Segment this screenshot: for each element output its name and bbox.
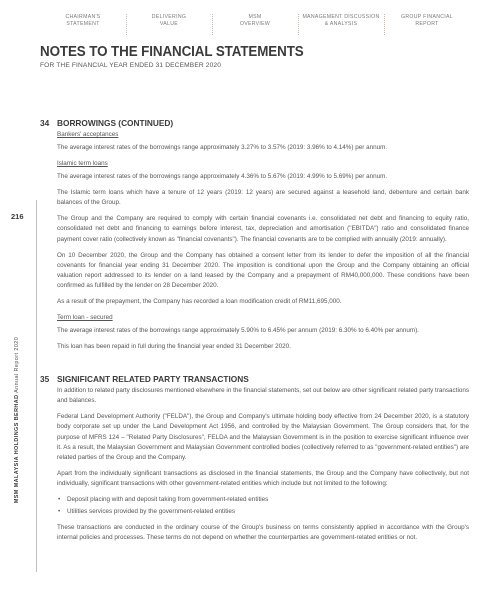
tab-label: CHAIRMAN'S	[65, 14, 101, 20]
tab-delivering-value[interactable]	[126, 14, 212, 36]
paragraph: This loan has been repaid in full during the financial year ended 31 December 2020.	[57, 343, 291, 351]
tab-group-financial-report[interactable]	[384, 14, 470, 36]
side-running-header	[14, 337, 20, 503]
tab-label: VALUE	[159, 20, 179, 27]
subheading-term-loan-secured: Term loan - secured	[57, 314, 113, 322]
tab-label: OVERVIEW	[239, 20, 271, 27]
tab-label: STATEMENT	[66, 20, 100, 27]
tab-label: GROUP FINANCIAL	[401, 14, 453, 20]
paragraph: Apart from the individually significant transactions as disclosed in the financial statements, the Group and the Company have collectively, but not individually, significant transactions with other government-related entities which include but not limited to the following:	[57, 470, 469, 488]
tab-label: MANAGEMENT DISCUSSION	[302, 14, 380, 20]
tab-label: DELIVERING	[151, 14, 187, 20]
section-35-body	[57, 386, 469, 549]
tab-label: REPORT	[415, 20, 439, 27]
company-name: MSM MALAYSIA HOLDINGS BERHAD	[14, 394, 20, 504]
top-navigation	[40, 14, 470, 36]
paragraph: Federal Land Development Authority ("FELDA"), the Group and Company's ultimate holding body effective from 24 December 2020, is a statutory body corporate set up under the Land Development Act 1956, and controlled by the Malaysian Government. The Group considers that, for the purpose of MFRS 124 – "Related Party Disclosures", FELDA and the Malaysian Government is in the position to exercise significant influence over it. As a result, the Malaysian Government and Malaysian Government controlled bodies (collectively referred to as "government-related entities") are related parties of the Group and the Company.	[57, 413, 469, 462]
section-title: SIGNIFICANT RELATED PARTY TRANSACTIONS	[57, 374, 249, 384]
paragraph: The Group and the Company are required to comply with certain financial covenants i.e. consolidated net debt and financing to equity ratio, consolidated net debt and financing to earnings before interest, tax, depreciation and amortisation ("EBITDA") ratio and consolidated finance payment cover ratio (collectively known as "financial covenants"). The financial covenants are to be complied with annually (2019: annually).	[57, 215, 469, 243]
paragraph: The average interest rates of the borrowings range approximately 3.27% to 3.57% (2019: 3.96% to 4.14%) per annum.	[57, 144, 388, 151]
paragraph: As a result of the prepayment, the Company has recorded a loan modification credit of RM11,695,000.	[57, 298, 342, 306]
tab-label: & ANALYSIS	[324, 20, 358, 27]
bullet-list	[57, 495, 469, 517]
margin-divider	[36, 200, 37, 572]
tab-management-discussion[interactable]	[298, 14, 384, 36]
subheading-islamic-term-loans: Islamic term loans	[57, 160, 108, 167]
section-34-heading	[40, 118, 173, 128]
tab-msm-overview[interactable]	[212, 14, 298, 36]
section-title: BORROWINGS (CONTINUED)	[57, 118, 174, 128]
tab-chairmans-statement[interactable]	[40, 14, 126, 36]
report-name: Annual Report 2020	[14, 336, 20, 393]
paragraph: In addition to related party disclosures mentioned elsewhere in the financial statements, set out below are other significant related party transactions and balances.	[57, 387, 469, 405]
paragraph: These transactions are conducted in the ordinary course of the Group's business on terms consistently applied in accordance with the Group's internal policies and processes. These terms do not depend on whether the counterparties are government-related entities or not.	[57, 524, 469, 542]
page-number: 216	[11, 212, 24, 221]
section-34-body	[57, 130, 469, 358]
paragraph: The average interest rates of the borrowings range approximately 4.36% to 5.67% (2019: 4.99% to 5.69%) per annum.	[57, 173, 388, 180]
section-number: 35	[40, 374, 50, 384]
list-item: • Utilities services provided by the government-related entities	[57, 507, 469, 517]
paragraph: The average interest rates of the borrowings range approximately 5.90% to 6.45% per annum (2019: 6.30% to 6.40% per annum).	[57, 327, 419, 335]
paragraph: On 10 December 2020, the Group and the Company has obtained a consent letter from its lender to defer the imposition of all the financial covenants for financial year ending 31 December 2020. The imposition is conditional upon the Group and the Company obtaining an official valuation report addressed to its lender on a land leased by the Company and a prepayment of RM40,000,000. These conditions have been confirmed as fulfilled by the lender on 28 December 2020.	[57, 251, 469, 290]
tab-label: MSM	[248, 14, 262, 20]
list-item: • Deposit placing with and deposit taking from government-related entities	[57, 495, 469, 505]
section-35-heading	[40, 374, 249, 384]
page-title: NOTES TO THE FINANCIAL STATEMENTS	[40, 44, 304, 60]
subheading-bankers-acceptances: Bankers' acceptances	[57, 131, 119, 138]
paragraph: The Islamic term loans which have a tenure of 12 years (2019: 12 years) are secured against a leasehold land, debenture and certain bank balances of the Group.	[57, 189, 469, 207]
page-subtitle: FOR THE FINANCIAL YEAR ENDED 31 DECEMBER 2020	[40, 62, 222, 69]
section-number: 34	[40, 118, 50, 128]
